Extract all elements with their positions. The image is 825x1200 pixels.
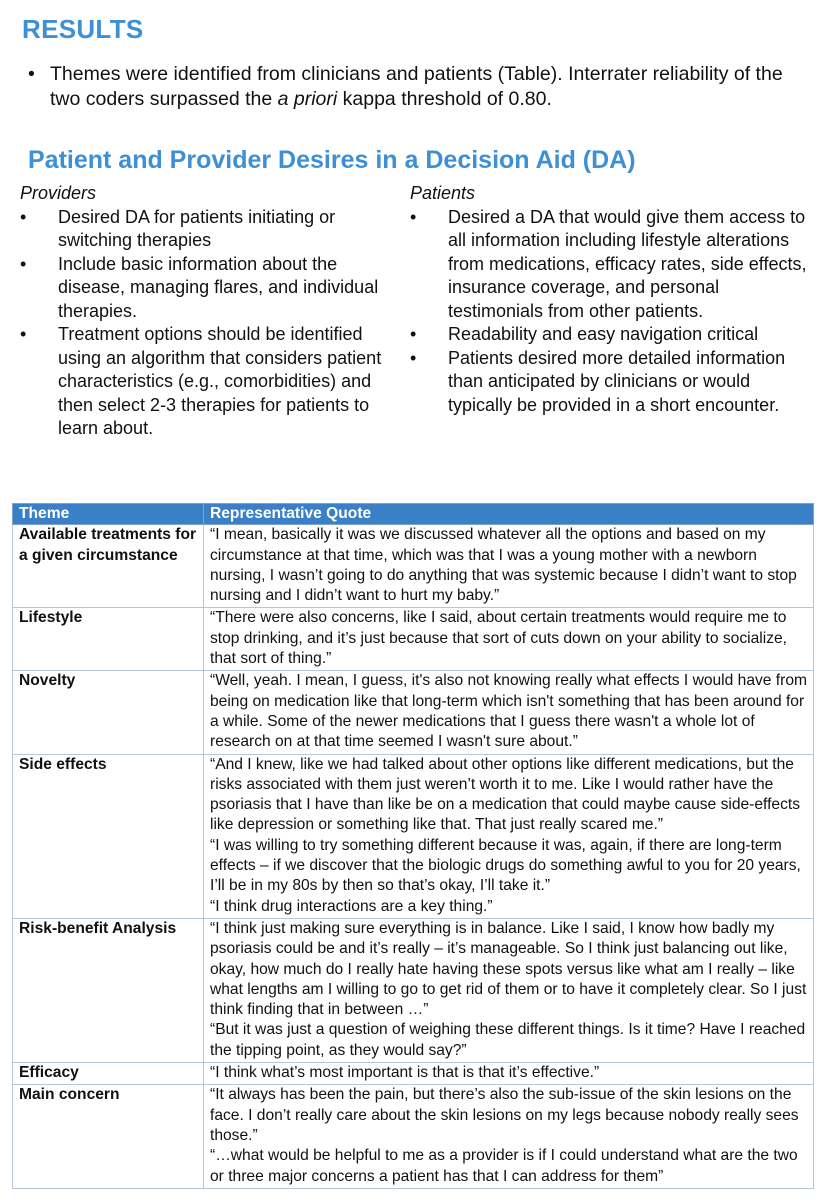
table-header-row bbox=[13, 504, 814, 525]
quote-text: “I think what’s most important is that is that it’s effective.” bbox=[210, 1064, 600, 1082]
list-item-text: Desired DA for patients initiating or switching therapies bbox=[58, 206, 336, 250]
list-item-text: Patients desired more detailed information than anticipated by clinicians or would typically be provided in a short encounter. bbox=[448, 347, 786, 415]
table-row bbox=[13, 754, 814, 918]
bullet: • bbox=[410, 347, 417, 368]
bullet: • bbox=[410, 324, 417, 344]
quote-text: “I think just making sure everything is in balance. Like I said, I know how badly my psoriasis could be and it’s really – it’s manageable. So I think just balancing out like, okay, how much do I really hate having these spots versus like what am I really – like what lengths am I willing to go to get rid of them or to have it completely clear. So I just think finding that in between …” bbox=[210, 919, 807, 1019]
desires-heading: Patient and Provider Desires in a Decision Aid (DA) bbox=[28, 146, 636, 174]
quote-cell bbox=[204, 608, 814, 671]
quote-text: “I think drug interactions are a key thing.” bbox=[210, 897, 493, 915]
patients-column bbox=[410, 182, 815, 417]
list-item bbox=[410, 206, 815, 324]
patients-list bbox=[410, 206, 815, 418]
table-row bbox=[13, 1085, 814, 1188]
table-row bbox=[13, 671, 814, 754]
list-item bbox=[410, 347, 815, 418]
theme-cell: Efficacy bbox=[13, 1063, 204, 1085]
quote-cell bbox=[204, 671, 814, 754]
themes-quotes-table bbox=[12, 503, 814, 1189]
quote-text: “…what would be helpful to me as a provider is if I could understand what are the two or three major concerns a patient has that I can address for them” bbox=[210, 1147, 798, 1185]
providers-label: Providers bbox=[20, 183, 97, 203]
quote-text: “But it was just a question of weighing these different things. Is it time? Have I reached the tipping point, as they would say?” bbox=[210, 1021, 806, 1059]
quote-cell bbox=[204, 1063, 814, 1085]
theme-cell: Available treatments for a given circumstance bbox=[13, 525, 204, 608]
table-row bbox=[13, 525, 814, 608]
bullet: • bbox=[20, 206, 27, 227]
theme-cell: Risk-benefit Analysis bbox=[13, 918, 204, 1062]
patients-label: Patients bbox=[410, 183, 476, 203]
quote-column-header: Representative Quote bbox=[204, 504, 814, 525]
theme-cell: Lifestyle bbox=[13, 608, 204, 671]
bullet: • bbox=[20, 253, 27, 274]
quote-text: “There were also concerns, like I said, about certain treatments would require me to stop drinking, and it’s just because that sort of cuts down on your ability to socialize, that sort of thing.” bbox=[210, 609, 787, 668]
list-item bbox=[410, 323, 815, 347]
quote-text: “It always has been the pain, but there’s also the sub-issue of the skin lesions on the face. I don’t really care about the skin lesions on my legs because nobody really sees those.” bbox=[210, 1086, 799, 1144]
results-intro-text bbox=[50, 62, 808, 112]
list-item-text: Treatment options should be identified using an algorithm that considers patient characteristics (e.g., comorbidities) and then select 2-3 therapies for patients to learn about. bbox=[58, 324, 382, 438]
intro-italic-term: a priori bbox=[277, 88, 338, 110]
quote-text: “And I knew, like we had talked about other options like different medications, but the risks associated with them just weren’t worth it to me. Like I would rather have the psoriasis that I have than like be on a medication that could maybe cause side-effects like depression or something like that. That just really scared me.” bbox=[210, 755, 801, 834]
list-item-text: Readability and easy navigation critical bbox=[448, 324, 759, 344]
providers-list bbox=[20, 206, 395, 441]
bullet: • bbox=[410, 206, 417, 227]
quote-cell bbox=[204, 754, 814, 918]
theme-cell: Main concern bbox=[13, 1085, 204, 1188]
list-item bbox=[20, 323, 395, 441]
results-heading: RESULTS bbox=[22, 14, 144, 44]
table-row bbox=[13, 918, 814, 1062]
quote-text: “I was willing to try something different because it was, again, if there are long-term effects – if we discover that the biologic drugs do something awful to you for 20 years, I’ll be in my 80s by then so that’s okay, I’ll take it.” bbox=[210, 836, 801, 895]
theme-column-header: Theme bbox=[13, 504, 204, 525]
intro-text-part: kappa threshold of 0.80. bbox=[337, 88, 552, 110]
table-row bbox=[13, 1063, 814, 1085]
list-item-text: Include basic information about the disease, managing flares, and individual therapies. bbox=[58, 253, 379, 321]
list-item bbox=[20, 206, 395, 253]
providers-column bbox=[20, 182, 395, 441]
quote-cell bbox=[204, 525, 814, 608]
results-intro bbox=[28, 62, 808, 112]
theme-cell: Side effects bbox=[13, 754, 204, 918]
bullet: • bbox=[28, 63, 35, 85]
table-row bbox=[13, 608, 814, 671]
intro-text-part: Themes were identified from clinicians and patients (Table). Interrater reliability of the two coders surpassed the bbox=[50, 63, 783, 110]
list-item-text: Desired a DA that would give them access to all information including lifestyle alterations from medications, efficacy rates, side effects, insurance coverage, and personal testimonials from other patients. bbox=[448, 206, 807, 321]
theme-cell: Novelty bbox=[13, 671, 204, 754]
quote-text: “Well, yeah. I mean, I guess, it's also not knowing really what effects I would have from being on medication like that long-term which isn't something that has been around for a while. Some of the newer medications that I guess there wasn't a whole lot of research on at that time seemed I wasn't sure about.” bbox=[210, 672, 807, 751]
quote-cell bbox=[204, 1085, 814, 1188]
quote-text: “I mean, basically it was we discussed whatever all the options and based on my circumstance at that time, which was that I was a young mother with a newborn nursing, I wasn’t going to do anything that was systemic because I didn’t want to stop nursing and I didn’t want to hurt my baby.” bbox=[210, 526, 797, 605]
list-item bbox=[20, 253, 395, 324]
bullet: • bbox=[20, 324, 27, 344]
quote-cell bbox=[204, 918, 814, 1062]
